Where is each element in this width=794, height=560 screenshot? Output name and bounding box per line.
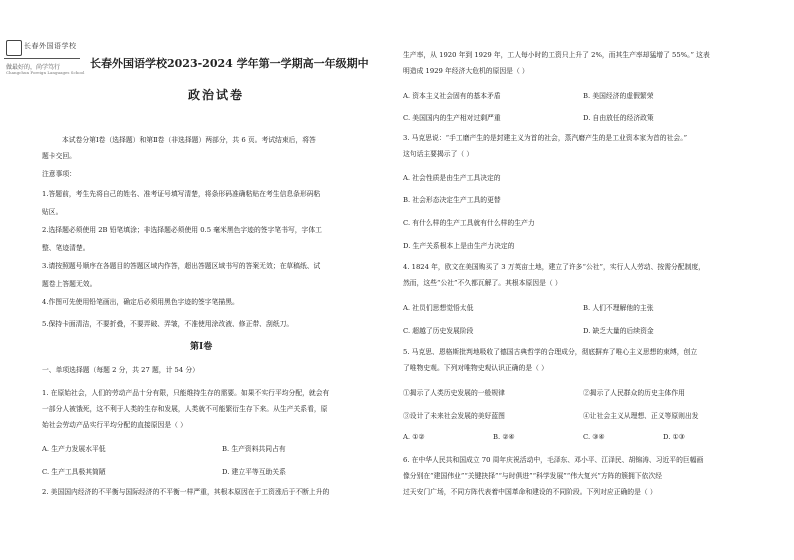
question-line: 像分别在“建国伟业”“关键抉择”“与时俱进”“科学发展”“伟大复兴”方阵的簇拥下依次经	[403, 472, 663, 480]
option-d: D. 缺乏大量的后续资金	[583, 327, 654, 335]
question-line: 4. 1824 年，欧文在美国购买了 3 万英亩土地，建立了许多“公社”，实行人人劳动、按需分配制度，	[403, 263, 705, 271]
option-d: D. 自由放任的经济政策	[583, 114, 654, 122]
school-logo	[4, 38, 85, 84]
question-line: 6. 在中华人民共和国成立 70 周年庆祝活动中，毛泽东、邓小平、江泽民、胡锦涛、习近平的巨幅画	[403, 456, 704, 464]
question-line: 一部分人被饿死，这不利于人类的生存和发展，人类就不可能繁衍生存下来。从生产关系看，原	[42, 405, 328, 413]
option-b: B. 美国经济的虚假繁荣	[583, 92, 654, 100]
option-d: D. ①③	[663, 433, 685, 441]
question-line: 然而，这些“公社”不久都瓦解了。其根本原因是（ ）	[403, 279, 562, 287]
logo-motto: 做最好的，尚学笃行	[6, 64, 61, 71]
logo-name: 长春外国语学校	[24, 42, 77, 50]
question-line: 2. 美国国内经济的不平衡与国际经济的不平衡一样严重，其根本原因在于工资涨后于不断上升的	[42, 488, 330, 496]
notice-title: 注意事项：	[42, 170, 76, 178]
statement-4: ④让社会主义从理想、正义等原则出发	[583, 412, 699, 420]
question-line: 这句话主要揭示了（ ）	[403, 150, 474, 158]
question-line: 生产率，从 1920 年到 1929 年，工人每小时的工资只上升了 2%，而其生产率却猛增了 55%。” 这表	[403, 51, 710, 59]
option-b: B. 人们不理解他的主张	[583, 304, 654, 312]
notice-item: 1.答题前，考生先将自己的姓名、准考证号填写清楚，将条形码准确粘贴在考生信息条形码粘	[42, 190, 321, 198]
option-d: D. 生产关系根本上是由生产力决定的	[403, 242, 515, 250]
intro-line: 本试卷分第Ⅰ卷（选择题）和第Ⅱ卷（非选择题）两部分，共 6 页。考试结束后，将答	[62, 136, 316, 144]
question-line: 了唯物史观。下列对唯物史观认识正确的是（ ）	[403, 364, 548, 372]
notice-item: 2.选择题必须使用 2B 铅笔填涂；非选择题必须使用 0.5 毫米黑色字迹的签字笔书写，字体工	[42, 226, 322, 234]
option-c: C. 超越了历史发展阶段	[403, 327, 474, 335]
option-c: C. 美国国内的生产相对过剩严重	[403, 114, 501, 122]
option-a: A. ①②	[403, 433, 425, 441]
exam-subject: 政治试卷	[188, 88, 245, 102]
notice-item: 5.保持卡面清洁，不要折叠，不要弄破、弄皱，不准使用涂改液、修正带、刮纸刀。	[42, 320, 294, 328]
question-line: 3. 马克思说：“手工磨产生的是封建主义为首的社会，蒸汽磨产生的是工业资本家为首的社会。”	[403, 134, 688, 142]
notice-item: 4.作图可先使用铅笔画出，确定后必须用黑色字迹的签字笔描黑。	[42, 298, 239, 306]
notice-item: 3.请按照题号顺序在各题目的答题区域内作答，超出答题区域书写的答案无效；在草稿纸、试	[42, 262, 321, 270]
notice-item: 题卷上答题无效。	[42, 280, 97, 288]
option-c: C. 有什么样的生产工具就有什么样的生产力	[403, 219, 535, 227]
part-heading: 第Ⅰ卷	[190, 342, 213, 352]
notice-item: 贴区。	[42, 208, 63, 216]
statement-3: ③设计了未来社会发展的美好蓝图	[403, 412, 505, 420]
seal-emblem-icon	[6, 40, 22, 56]
question-line: 明造成 1929 年经济大危机的原因是（ ）	[403, 67, 529, 75]
intro-line: 题卡交回。	[42, 152, 76, 160]
option-c: C. ③④	[583, 433, 605, 441]
question-line: 1. 在原始社会，人们的劳动产品十分有限，只能维持生存的需要。如果不实行平均分配，就会有	[42, 389, 330, 397]
statement-2: ②揭示了人民群众的历史主体作用	[583, 389, 685, 397]
option-d: D. 建立平等互助关系	[222, 468, 286, 476]
option-c: C. 生产工具极其简陋	[42, 468, 106, 476]
option-b: B. 生产资料共同占有	[222, 445, 286, 453]
logo-seal	[4, 38, 80, 59]
question-line: 始社会劳动产品实行平均分配的直接原因是（ ）	[42, 421, 187, 429]
option-a: A. 社员们思想觉悟太低	[403, 304, 474, 312]
statement-1: ①揭示了人类历史发展的一般规律	[403, 389, 505, 397]
option-a: A. 社会性质是由生产工具决定的	[403, 174, 501, 182]
notice-item: 整、笔迹清楚。	[42, 244, 90, 252]
section-heading: 一、单项选择题（每题 2 分，共 27 题，计 54 分）	[42, 366, 199, 374]
exam-title: 长春外国语学校2023-2024 学年第一学期高一年级期中	[90, 57, 369, 70]
logo-subtitle: Changchun Foreign Languages School	[6, 70, 85, 75]
option-b: B. 社会形态决定生产工具的更替	[403, 196, 501, 204]
option-a: A. 生产力发展水平低	[42, 445, 106, 453]
option-a: A. 资本主义社会固有的基本矛盾	[403, 92, 501, 100]
option-b: B. ②④	[493, 433, 515, 441]
question-line: 5. 马克思、恩格斯批判地吸收了德国古典哲学的合理成分，彻底摒弃了唯心主义思想的束缚，创立	[403, 348, 698, 356]
question-line: 过天安门广场，不同方阵代表着中国革命和建设的不同阶段。下列对应正确的是（ ）	[403, 488, 657, 496]
